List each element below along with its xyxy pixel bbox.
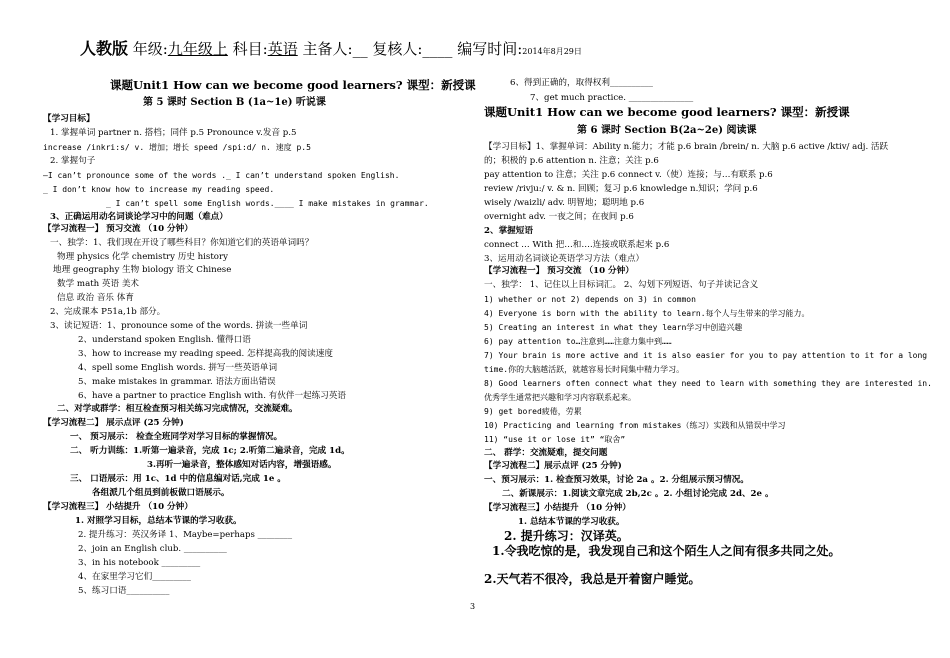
page-number: 3 xyxy=(470,602,476,611)
right-text-line: review /rivju:/ v. & n. 回顾；复习 p.6 knowledge n.知识；学问 p.6 xyxy=(484,184,758,194)
right-text-line: 10) Practicing and learning from mistakes（练习）实践和从错误中学习 xyxy=(484,421,786,430)
left-text-line: 1. 对照学习目标，总结本节课的学习收获。 xyxy=(75,516,242,526)
date-label: 编写时间: xyxy=(457,40,523,58)
right-text-line: 9) get bored疲倦，劳累 xyxy=(484,407,582,416)
right-text-line: pay attention to 注意；关注 p.6 connect v.（使）连接；与…有联系 p.6 xyxy=(484,170,773,180)
left-text-line: 第 5 课时 Section B (1a~1e) 听说课 xyxy=(143,97,326,108)
reviewer-label: 复核人: xyxy=(372,40,423,58)
right-text-line: 8) Good learners often connect what they need to learn with something they are interested in. xyxy=(484,379,932,388)
left-text-line: _ I can’t spell some English words.____ I make mistakes in grammar. xyxy=(106,199,429,208)
left-text-line: 一、 预习展示： 检查全班同学对学习目标的掌握情况。 xyxy=(70,432,283,442)
left-text-line: 【学习流程三】 小结提升 （10 分钟） xyxy=(43,502,193,512)
left-text-line: 3、in his notebook _________ xyxy=(78,558,201,568)
publisher: 人教版 xyxy=(80,39,129,58)
right-text-line: 2.天气若不很冷，我总是开着窗户睡觉。 xyxy=(484,572,701,586)
right-text-line: 二、新课展示：1.阅读文章完成 2b,2c 。2. 小组讨论完成 2d、2e 。 xyxy=(502,489,774,499)
right-text-line: 7、get much practice. _______________ xyxy=(530,93,694,103)
right-text-line: 6) pay attention to…注意到……注意力集中到…… xyxy=(484,337,672,346)
right-text-line: 【学习流程三】小结提升 （10 分钟） xyxy=(484,503,631,513)
left-text-line: 【学习流程二】 展示点评 (25 分钟) xyxy=(43,418,184,428)
left-text-line: 3、正确运用动名词谈论学习中的问题（难点） xyxy=(50,212,228,222)
right-text-line: 11) “use it or lose it” “取舍” xyxy=(484,435,626,444)
left-text-line: 2、join an English club. __________ xyxy=(78,544,227,554)
left-text-line: 信息 政治 音乐 体育 xyxy=(57,293,134,303)
right-text-line: 1.令我吃惊的是，我发现自己和这个陌生人之间有很多共同之处。 xyxy=(492,544,841,558)
left-text-line: 5、make mistakes in grammar. 语法方面出错误 xyxy=(78,377,276,387)
right-text-line: 3、运用动名词谈论英语学习方法（难点） xyxy=(484,254,645,264)
subject-value: 英语 xyxy=(267,40,298,58)
right-text-line: 4) Everyone is born with the ability to learn.每个人与生带来的学习能力。 xyxy=(484,309,810,318)
right-text-line: 一、预习展示：1. 检查预习效果，讨论 2a 。2. 分组展示预习情况。 xyxy=(484,475,749,485)
left-text-line: 3、读记短语：1、pronounce some of the words. 拼读一些单词 xyxy=(50,321,308,331)
grade-value: 九年级上 xyxy=(167,40,228,58)
left-text-line: 各组派几个组员到前板做口语展示。 xyxy=(92,488,230,498)
right-text-line: 6、得到正确的，取得权利__________ xyxy=(510,78,653,88)
left-text-line: 地理 geography 生物 biology 语文 Chinese xyxy=(53,265,232,275)
right-text-line: 优秀学生通常把兴趣和学习内容联系起来。 xyxy=(484,393,636,402)
right-text-line: 的；积极的 p.6 attention n. 注意；关注 p.6 xyxy=(484,156,659,166)
right-text-line: wisely /waizli/ adv. 明智地；聪明地 p.6 xyxy=(484,198,645,208)
left-text-line: 【学习目标】 xyxy=(43,114,95,124)
left-text-line: 1. 掌握单词 partner n. 搭档；同伴 p.5 Pronounce v.发音 p.5 xyxy=(50,128,297,138)
right-text-line: 【学习目标】1、掌握单词：Ability n.能力；才能 p.6 brain /brein/ n. 大脑 p.6 active /ktiv/ adj. 活跃 xyxy=(484,142,889,152)
right-text-line: overnight adv. 一夜之间；在夜间 p.6 xyxy=(484,212,634,222)
left-text-line: _ I don’t know how to increase my reading speed. xyxy=(43,185,275,194)
document-header xyxy=(80,36,582,59)
left-text-line: 【学习流程一】 预习交流 （10 分钟） xyxy=(43,224,193,234)
preparer-value: __ xyxy=(352,40,368,58)
left-text-line: 6、have a partner to practice English with. 有伙伴一起练习英语 xyxy=(78,391,347,401)
left-text-line: 课题Unit1 How can we become good learners? 课型：新授课 xyxy=(110,78,476,92)
grade-label: 年级: xyxy=(132,40,168,58)
right-text-line: 5) Creating an interest in what they learn学习中创造兴趣 xyxy=(484,323,743,332)
left-text-line: 4、spell some English words. 拼写一些英语单词 xyxy=(78,363,278,373)
right-text-line: 1) whether or not 2) depends on 3) in common xyxy=(484,295,696,304)
right-text-line: time.你的大脑越活跃，就越容易长时间集中精力学习。 xyxy=(484,365,685,374)
right-text-line: 第 6 课时 Section B(2a~2e) 阅读课 xyxy=(577,125,757,136)
left-text-line: 二、 听力训练：1.听第一遍录音，完成 1c; 2.听第二遍录音，完成 1d。 xyxy=(70,446,350,456)
left-text-line: 3.再听一遍录音，整体感知对话内容，增强语感。 xyxy=(147,460,337,470)
right-text-line: 一、独学： 1、记住以上目标词汇。 2、勾划下列短语、句子并读记含义 xyxy=(484,280,759,290)
right-text-line: 课题Unit1 How can we become good learners? 课型：新授课 xyxy=(484,105,850,119)
right-text-line: 2. 提升练习：汉译英。 xyxy=(504,529,629,543)
left-text-line: increase /inkri:s/ v. 增加；增长 speed /spi:d/ n. 速度 p.5 xyxy=(43,143,311,152)
left-text-line: —I can’t pronounce some of the words ._ I can’t understand spoken English. xyxy=(43,171,400,180)
left-text-line: 2. 提升练习：英汉务译 1、Maybe=perhaps ________ xyxy=(78,530,293,540)
left-text-line: 物理 physics 化学 chemistry 历史 history xyxy=(57,252,228,262)
left-text-line: 3、how to increase my reading speed. 怎样提高我的阅读速度 xyxy=(78,349,333,359)
right-text-line: 7) Your brain is more active and it is also easier for you to pay attention to it for a long xyxy=(484,351,928,360)
left-text-line: 2、完成课本 P51a,1b 部分。 xyxy=(50,307,166,317)
left-text-line: 5、练习口语__________ xyxy=(78,586,170,596)
left-text-line: 数学 math 英语 美术 xyxy=(57,279,140,289)
date-value: 2014年8月29日 xyxy=(522,47,582,56)
right-text-line: connect … With 把…和….连接或联系起来 p.6 xyxy=(484,240,670,250)
preparer-label: 主备人: xyxy=(302,40,353,58)
reviewer-value: ____ xyxy=(422,40,453,58)
right-text-line: 【学习流程一】 预习交流 （10 分钟） xyxy=(484,266,634,276)
subject-label: 科目: xyxy=(232,40,268,58)
left-text-line: 一、独学：1、我们现在开设了哪些科目？你知道它们的英语单词吗？ xyxy=(50,238,314,248)
right-text-line: 1. 总结本节课的学习收获。 xyxy=(518,517,625,527)
left-text-line: 二、对学或群学：相互检查预习相关练习完成情况，交流疑难。 xyxy=(57,404,298,414)
left-text-line: 2. 掌握句子 xyxy=(50,156,96,166)
left-text-line: 2、understand spoken English. 懂得口语 xyxy=(78,335,251,345)
left-text-line: 4、在家里学习它们_________ xyxy=(78,572,191,582)
right-text-line: 2、掌握短语 xyxy=(484,226,533,236)
right-text-line: 【学习流程二】展示点评 (25 分钟) xyxy=(484,461,622,471)
left-text-line: 三、 口语展示：用 1c、1d 中的信息编对话,完成 1e 。 xyxy=(70,474,286,484)
right-text-line: 二、 群学：交流疑难，提交问题 xyxy=(484,448,608,458)
